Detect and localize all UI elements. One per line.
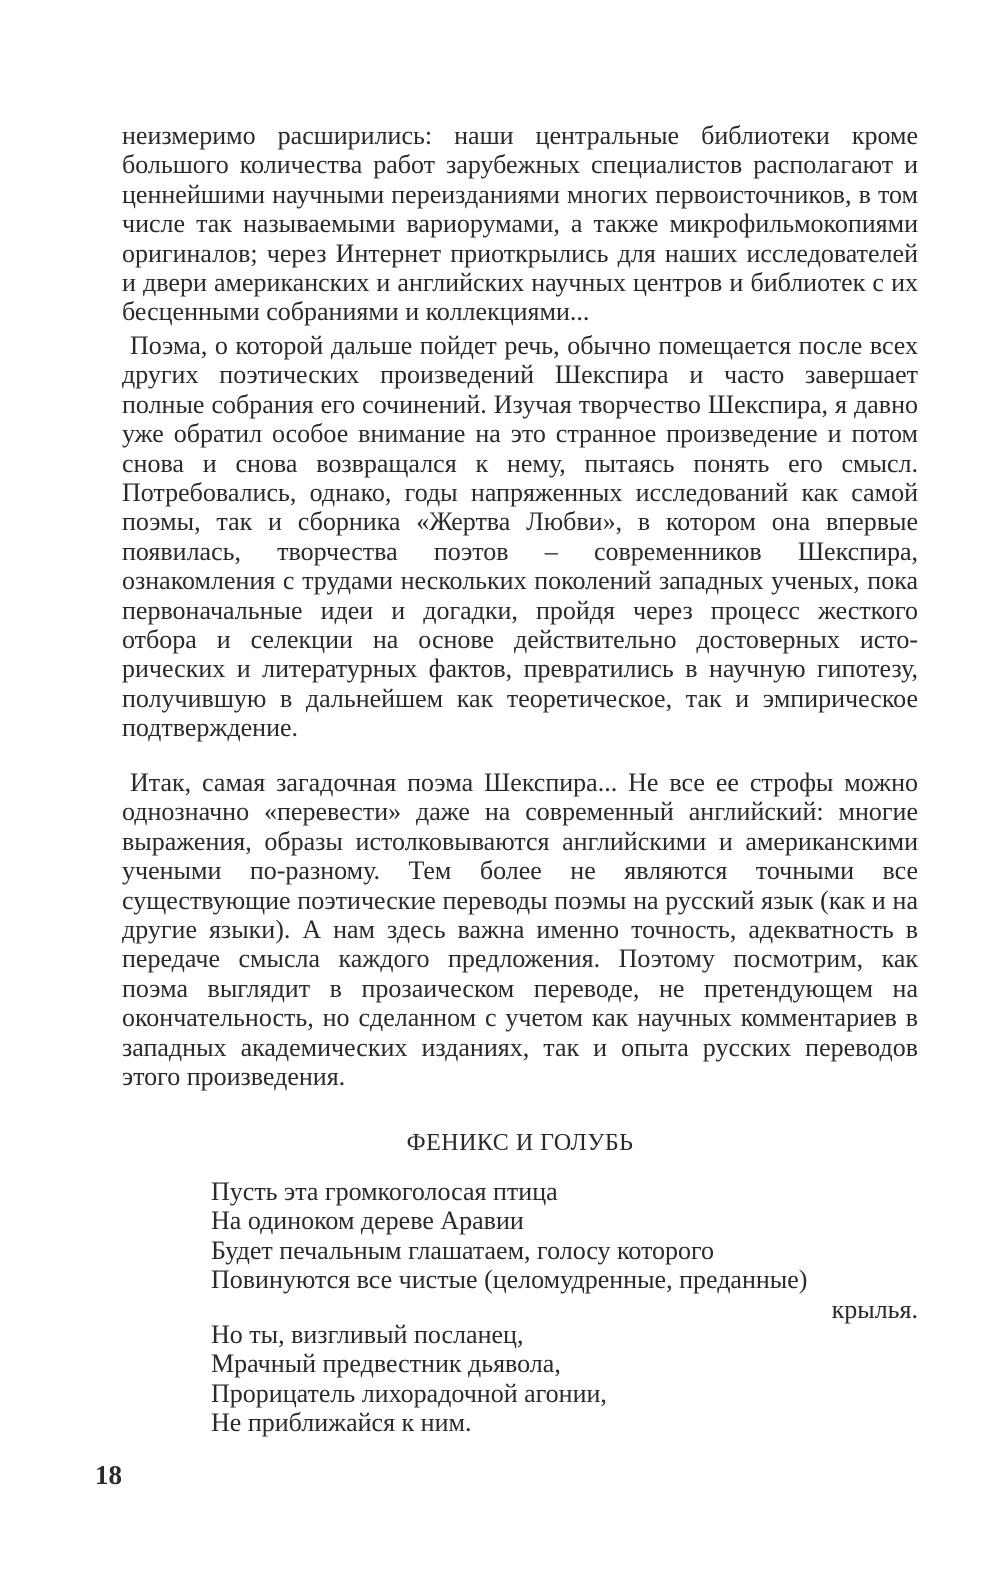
poem-line: Повинуются все чистые (целомудренные, преданные) xyxy=(211,1265,808,1295)
poem-line: Мрачный предвестник дьявола, xyxy=(211,1349,561,1379)
paragraph-1 xyxy=(122,121,918,327)
poem-line: Будет печальным глашатаем, голосу которого xyxy=(211,1235,715,1265)
poem-line: Но ты, визгливый посланец, xyxy=(211,1320,524,1349)
poem-stanza-2 xyxy=(211,1320,918,1438)
paragraph-2 xyxy=(122,331,918,743)
paragraph-3 xyxy=(122,768,918,1091)
poem-line: Не приближайся к ним. xyxy=(211,1408,472,1438)
poem-line: На одиноком дереве Аравии xyxy=(211,1206,524,1236)
paragraph-3-text: Итак, самая загадочная поэма Шекспира... Не все ее строфы можно однозначно «перевести» даже на современный английский: многие выражения, образы истолковываются английскими и американскими учеными по-разному. Тем более не являются точными все существующие поэтические переводы поэмы на русский язык (как и на другие языки). А нам здесь важна именно точность, адекватность в передаче смысла каждого предложения. Поэтому посмотрим, как поэма выглядит в прозаическом переводе, не претендующем на окончательность, но сделанном с учетом как научных комментариев в западных академических изданиях, так и опыта русских переводов этого произведения. xyxy=(122,768,918,1092)
paragraph-1-text: неизмеримо расширились: наши центральные библиотеки кроме большого количества работ зарубежных специалистов располагают и ценнейшими научными переизданиями многих первоисточников, в том числе так называемыми вариорумами, а также микрофильмокопиями оригиналов; через Интернет приоткрылись для наших исследователей и двери американских и английских научных центров и библиотек с их бесценными собраниями и коллекциями... xyxy=(122,121,918,327)
poem-title: ФЕНИКС И ГОЛУБЬ xyxy=(406,1130,634,1156)
poem-stanza-1 xyxy=(211,1177,918,1324)
poem-line: Прорицатель лихорадочной агонии, xyxy=(211,1378,607,1408)
poem-line-continuation: крылья. xyxy=(831,1294,918,1324)
page-number: 18 xyxy=(95,1460,122,1490)
paragraph-2-text: Поэма, о которой дальше пойдет речь, обычно помещается после всех других поэтических произведений Шекспира и часто завершает полные собрания его сочинений. Изучая творчество Шекспира, я давно уже обратил особое внимание на это странное произведение и потом снова и снова возвращался к нему, пытаясь понять его смысл. Потребовались, однако, годы напряженных исследований как самой поэмы, так и сборника «Жертва Любви», в котором она впервые появилась, творчества поэтов – современников Шекспира, ознакомления с трудами нескольких поколений западных ученых, пока первоначальные идеи и догадки, пройдя через процесс жесткого отбора и селекции на основе действительно достоверных исторических и литературных фактов, превратились в научную гипотезу, получившую в дальнейшем как теоретическое, так и эмпирическое подтверждение. xyxy=(122,331,918,743)
poem-line: Пусть эта громкоголосая птица xyxy=(211,1177,558,1206)
